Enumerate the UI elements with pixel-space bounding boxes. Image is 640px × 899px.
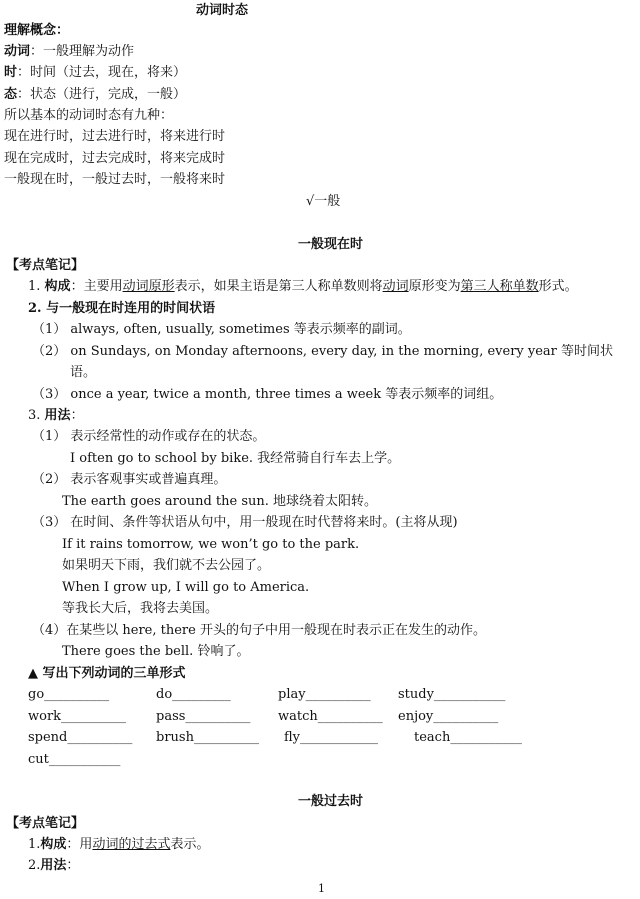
adverbial-item: （3） once a year, twice a month, three times a week 等表示频率的词组。 bbox=[32, 387, 503, 402]
exercise-word: fly____________ bbox=[284, 730, 379, 745]
section-title: 一般现在时 bbox=[298, 237, 364, 252]
point-text: 表示。 bbox=[170, 837, 210, 852]
point-usage bbox=[28, 857, 79, 875]
section-title: 动词时态 bbox=[196, 3, 249, 18]
summary-text: 所以基本的动词时态有九种： bbox=[4, 108, 174, 123]
example-translation: 等我长大后，我将去美国。 bbox=[62, 601, 219, 616]
concept-heading: 理解概念： bbox=[4, 23, 70, 38]
exercise-word: go__________ bbox=[28, 687, 110, 702]
example-translation: 如果明天下雨，我们就不去公园了。 bbox=[62, 558, 271, 573]
exercise-word: play__________ bbox=[278, 687, 371, 702]
time-label: 时 bbox=[4, 65, 18, 80]
tense-row: 一般现在时，一般过去时，一般将来时 bbox=[4, 172, 226, 187]
point-label: 用法 bbox=[44, 408, 71, 423]
exercise-word: study___________ bbox=[398, 687, 506, 702]
underlined-term: 第三人称单数 bbox=[460, 279, 539, 294]
point-label: 用法 bbox=[40, 858, 67, 873]
exercise-word: cut___________ bbox=[28, 752, 121, 767]
point-text: ： bbox=[66, 858, 80, 873]
usage-item: （1） 表示经常性的动作或存在的状态。 bbox=[32, 429, 266, 444]
time-text: ：时间（过去，现在，将来） bbox=[17, 65, 187, 80]
point-number: 1. bbox=[28, 837, 41, 852]
tense-row: 现在进行时，过去进行时，将来进行时 bbox=[4, 129, 226, 144]
adverbial-item-continued: 语。 bbox=[70, 365, 97, 380]
adverbial-item: （2） on Sundays, on Monday afternoons, every day, in the morning, every year 等时间状 bbox=[32, 344, 614, 359]
exercise-word: pass__________ bbox=[156, 709, 251, 724]
state-text: ：状态（进行，完成，一般） bbox=[17, 87, 187, 102]
point-usage bbox=[28, 407, 84, 425]
point-label: 构成 bbox=[40, 837, 67, 852]
exercise-word: teach___________ bbox=[414, 730, 522, 745]
exercise-word: brush__________ bbox=[156, 730, 259, 745]
point-text: ：用 bbox=[66, 837, 93, 852]
time-definition bbox=[4, 64, 186, 82]
verb-label: 动词 bbox=[4, 44, 31, 59]
verb-text: ：一般理解为动作 bbox=[30, 44, 135, 59]
example-sentence: I often go to school by bike. 我经常骑自行车去上学。 bbox=[70, 451, 401, 466]
adverbial-item: （1） always, often, usually, sometimes 等表示频率的副词。 bbox=[32, 322, 411, 337]
point-text: 原形变为 bbox=[408, 279, 461, 294]
exercise-word: work__________ bbox=[28, 709, 127, 724]
point-number: 1. bbox=[28, 279, 41, 294]
verb-definition bbox=[4, 43, 134, 61]
usage-item: （2） 表示客观事实或普遍真理。 bbox=[32, 472, 227, 487]
notes-heading: 【考点笔记】 bbox=[6, 816, 85, 831]
point-number: 3. bbox=[28, 408, 41, 423]
tense-row: 现在完成时，过去完成时，将来完成时 bbox=[4, 151, 226, 166]
underlined-term: 动词 bbox=[382, 279, 409, 294]
point-text: 形式。 bbox=[538, 279, 578, 294]
exercise-word: do_________ bbox=[156, 687, 231, 702]
page-number: 1 bbox=[318, 882, 325, 895]
usage-item: （3） 在时间、条件等状语从句中，用一般现在时代替将来时。(主将从现) bbox=[32, 515, 458, 530]
point-text: ：主要用 bbox=[70, 279, 123, 294]
underlined-term: 动词原形 bbox=[122, 279, 175, 294]
point-text: ： bbox=[70, 408, 84, 423]
example-sentence: When I grow up, I will go to America. bbox=[62, 580, 310, 595]
state-label: 态 bbox=[4, 87, 18, 102]
exercise-word: spend__________ bbox=[28, 730, 133, 745]
state-definition bbox=[4, 86, 186, 104]
exercise-title: ▲ 写出下列动词的三单形式 bbox=[28, 666, 186, 681]
point-composition bbox=[28, 278, 578, 296]
underlined-term: 动词的过去式 bbox=[92, 837, 171, 852]
exercise-word: watch__________ bbox=[278, 709, 383, 724]
notes-heading: 【考点笔记】 bbox=[6, 258, 85, 273]
point-composition bbox=[28, 836, 209, 854]
exercise-word: enjoy__________ bbox=[398, 709, 499, 724]
section-title: 一般过去时 bbox=[298, 794, 364, 809]
example-sentence: There goes the bell. 铃响了。 bbox=[62, 644, 250, 659]
point-time-adverbials: 2. 与一般现在时连用的时间状语 bbox=[28, 301, 216, 316]
check-mark-text: √一般 bbox=[306, 194, 341, 209]
example-sentence: If it rains tomorrow, we won’t go to the park. bbox=[62, 537, 360, 552]
point-text: 表示，如果主语是第三人称单数则将 bbox=[174, 279, 383, 294]
point-number: 2. bbox=[28, 858, 41, 873]
example-sentence: The earth goes around the sun. 地球绕着太阳转。 bbox=[62, 494, 377, 509]
point-label: 构成 bbox=[44, 279, 71, 294]
usage-item: （4）在某些以 here, there 开头的句子中用一般现在时表示正在发生的动作。 bbox=[32, 623, 486, 638]
